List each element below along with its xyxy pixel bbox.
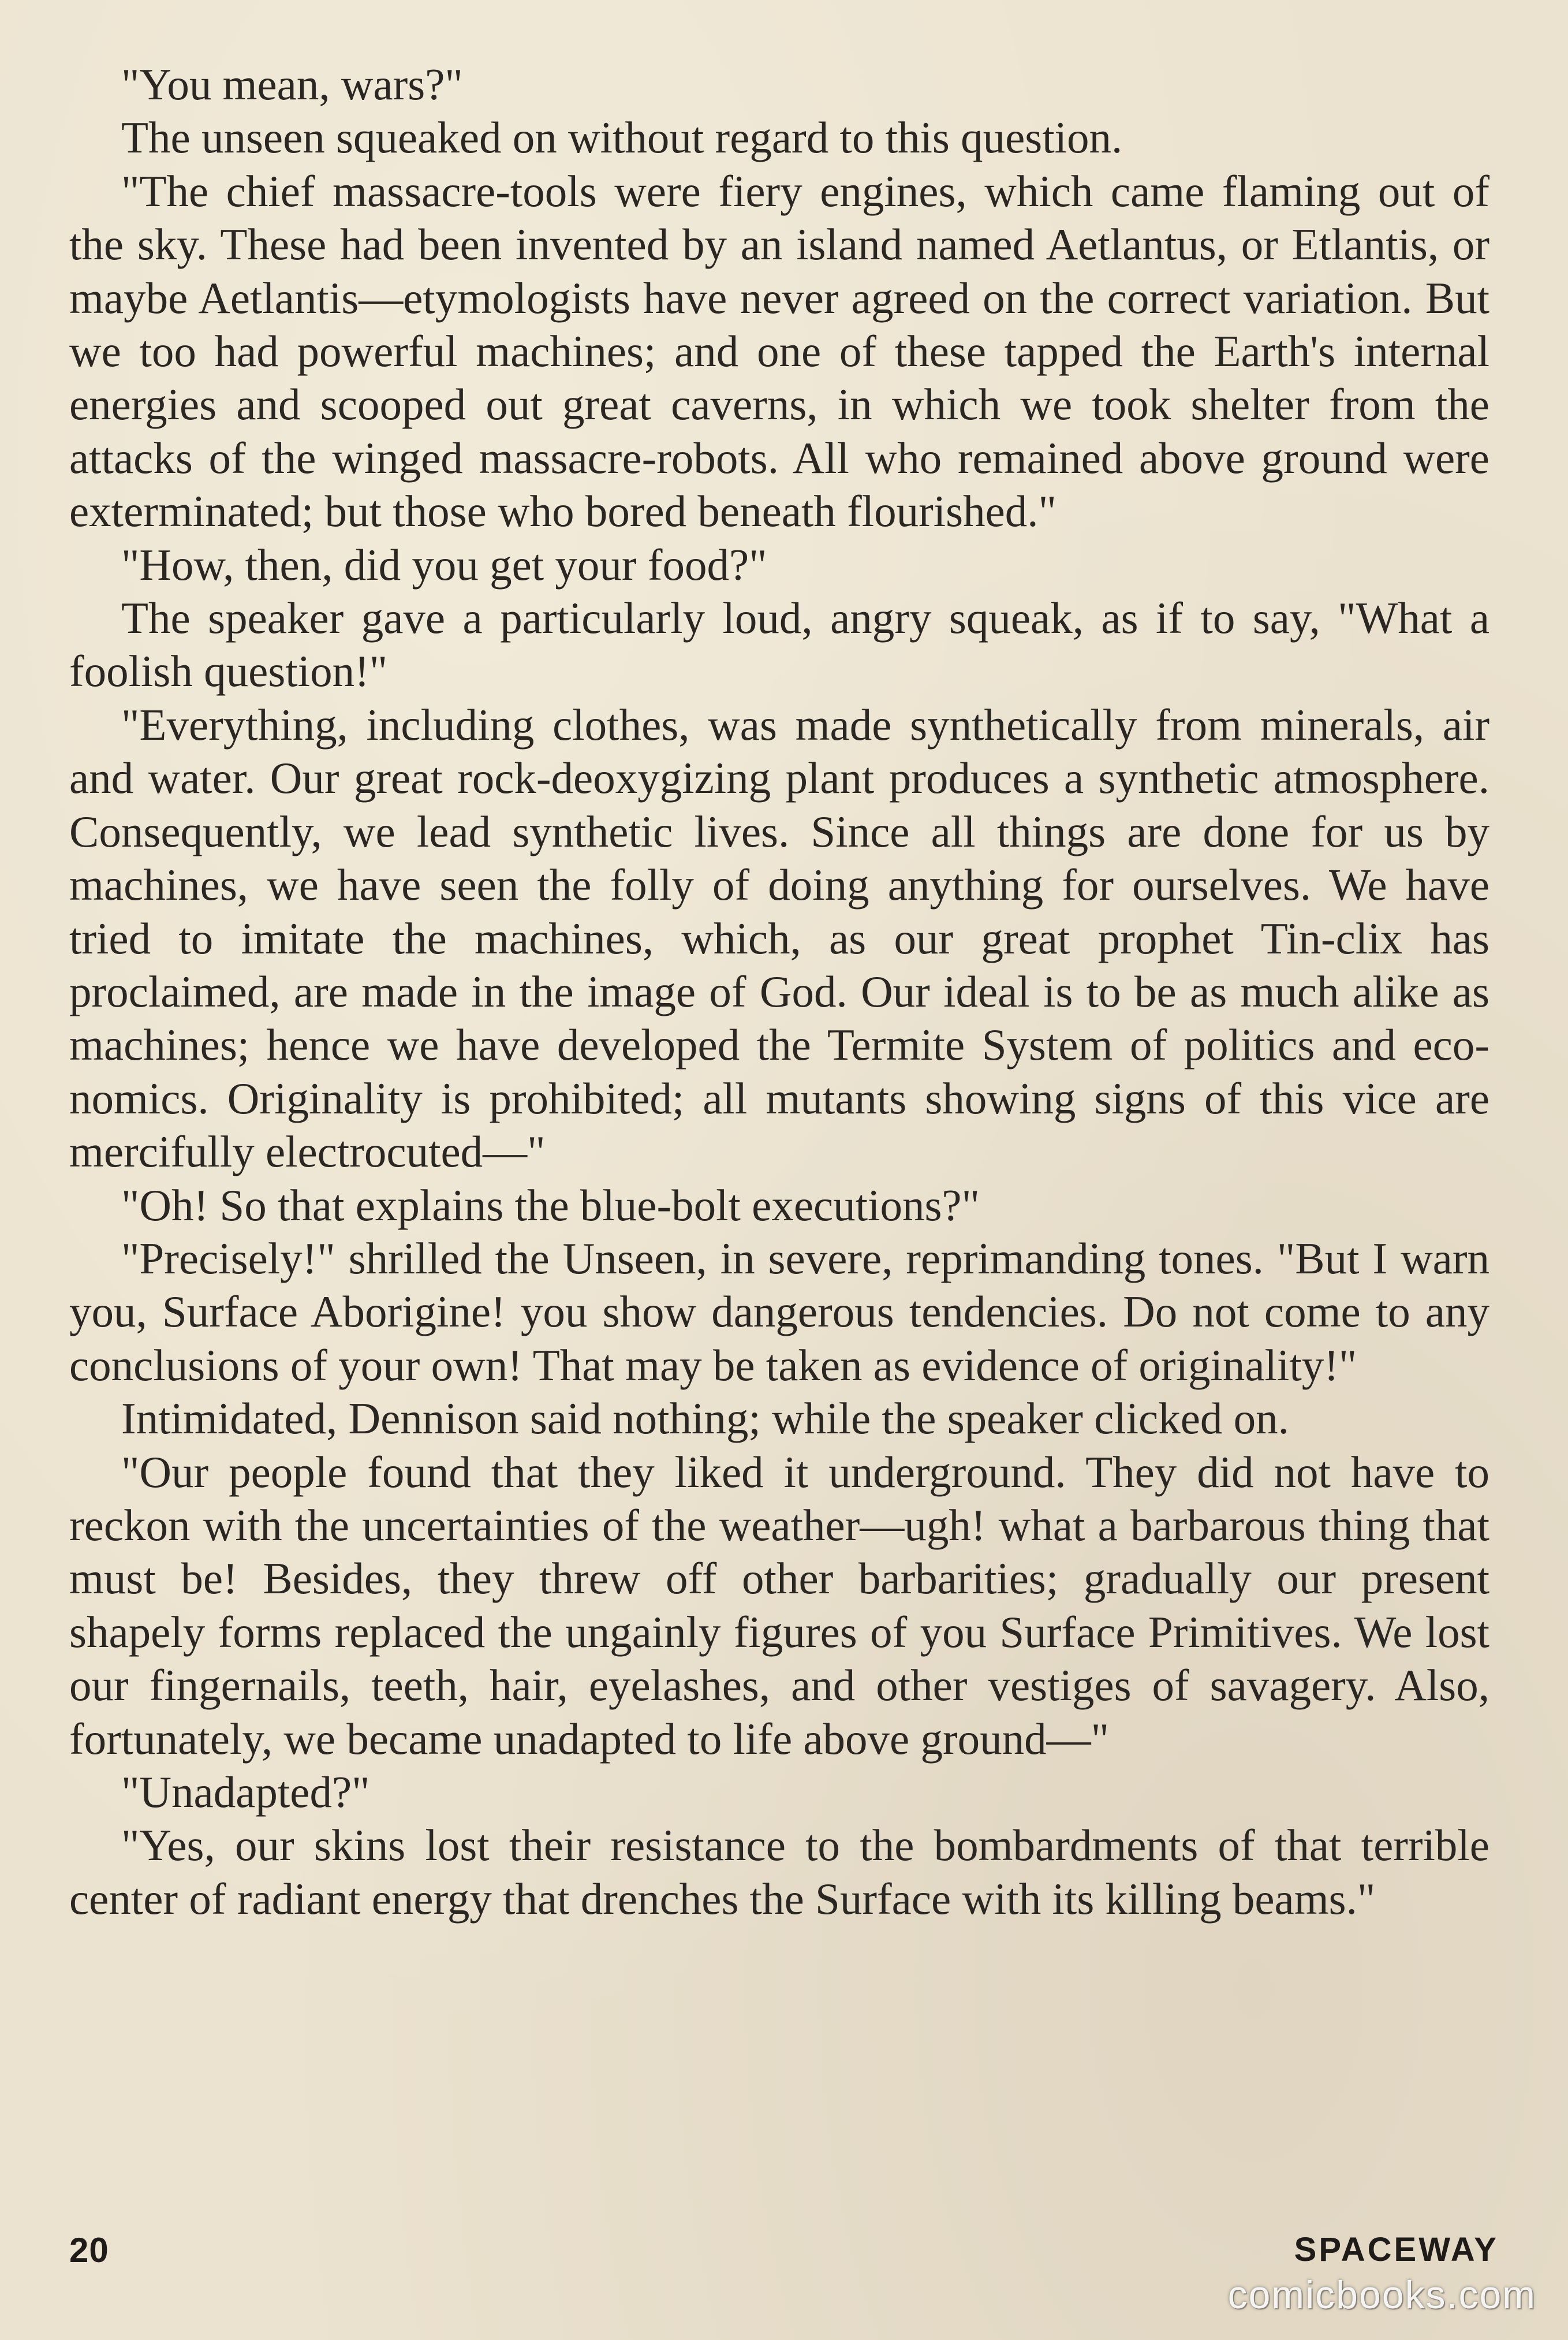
paragraph: "Oh! So that explains the blue-bolt executions?" <box>121 1180 980 1230</box>
paragraph: "Precisely!" shrilled the Unseen, in severe, reprimanding tones. "But I warn you, Surface Aborigine! you show dangerous tendencies. Do not come to any conclusions of your own! That may be taken as evidence of originality!" <box>69 1233 1489 1390</box>
watermark: comicbooks.com <box>1227 2273 1536 2317</box>
paragraph: Intimidated, Dennison said nothing; while the speaker clicked on. <box>121 1393 1289 1444</box>
paragraph: The unseen squeaked on without regard to this question. <box>121 113 1123 163</box>
paragraph: "Our people found that they liked it underground. They did not have to reckon with the uncertainties of the weather—ugh! what a barbarous thing that must be! Besides, they threw off other barbarities; gradually our present shapely forms replaced the ungainly figures of you Surface Primitives. We lost our fingernails, teeth, hair, eyelashes, and other vestiges of savagery. Also, fortunately, we became unadapted to life above ground—" <box>69 1447 1489 1764</box>
page-footer <box>69 2230 1499 2276</box>
page-number: 20 <box>69 2231 109 2270</box>
story-text <box>69 58 1489 1925</box>
paragraph: "You mean, wars?" <box>121 59 463 109</box>
paragraph: "Everything, including clothes, was made synthetically from minerals, air and water. Our great rock-deoxygizing plant produces a synthetic atmosphere. Consequently, we lead synthetic lives. Since all things are done for us by machines, we have seen the folly of doing anything for ourselves. We have tried to imitate the machines, which, as our great prophet Tin-clix has proclaimed, are made in the image of God. Our ideal is to be as much alike as machines; hence we have developed the Termite System of politics and economics. Originality is prohibited; all mutants showing signs of this vice are mercifully electrocuted—" <box>69 699 1489 1177</box>
paragraph: "The chief massacre-tools were fiery engines, which came flaming out of the sky. These had been invented by an island named Aetlantus, or Etlantis, or maybe Aetlantis—etymologists have never agreed on the correct variation. But we too had powerful machines; and one of these tapped the Earth's internal energies and scooped out great caverns, in which we took shelter from the attacks of the winged massacre-robots. All who remained above ground were exterminated; but those who bored beneath flourished." <box>69 166 1489 536</box>
paragraph: "How, then, did you get your food?" <box>121 539 767 590</box>
running-title: SPACEWAY <box>1294 2231 1499 2268</box>
paragraph: The speaker gave a particularly loud, angry squeak, as if to say, "What a foolish question!" <box>69 593 1489 696</box>
paragraph: "Yes, our skins lost their resistance to the bombardments of that terrible center of radiant energy that drenches the Surface with its killing beams." <box>69 1820 1489 1924</box>
paragraph: "Unadapted?" <box>121 1767 370 1817</box>
